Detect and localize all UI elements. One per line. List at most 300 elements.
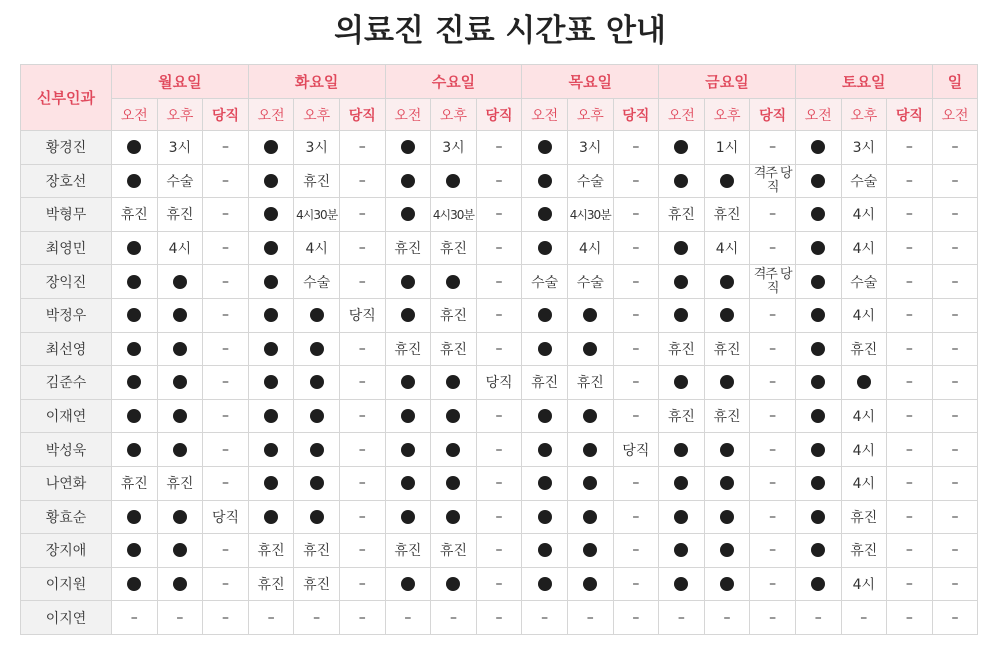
- available-dot-icon: [401, 174, 415, 188]
- schedule-cell: –: [203, 298, 249, 332]
- available-dot-icon: [538, 510, 552, 524]
- schedule-cell: [431, 567, 477, 601]
- available-dot-icon: [720, 375, 734, 389]
- schedule-cell: [112, 298, 158, 332]
- schedule-cell: [112, 500, 158, 534]
- doctor-name: 나연화: [21, 466, 112, 500]
- available-dot-icon: [583, 409, 597, 423]
- available-dot-icon: [173, 275, 187, 289]
- schedule-cell: [567, 534, 613, 568]
- doctor-name: 최선영: [21, 332, 112, 366]
- schedule-cell: 휴진: [704, 399, 750, 433]
- table-row: [21, 164, 978, 198]
- schedule-cell: 휴진: [431, 534, 477, 568]
- schedule-cell: –: [750, 366, 796, 400]
- schedule-cell: 4시: [841, 567, 887, 601]
- available-dot-icon: [674, 476, 688, 490]
- available-dot-icon: [538, 476, 552, 490]
- schedule-cell: –: [476, 131, 522, 165]
- schedule-cell: [522, 466, 568, 500]
- schedule-cell: 휴진: [841, 500, 887, 534]
- schedule-cell: –: [750, 534, 796, 568]
- schedule-cell: –: [613, 466, 659, 500]
- schedule-cell: [567, 500, 613, 534]
- schedule-cell: [704, 366, 750, 400]
- schedule-cell: [795, 399, 841, 433]
- schedule-cell: [704, 466, 750, 500]
- available-dot-icon: [310, 476, 324, 490]
- available-dot-icon: [674, 543, 688, 557]
- available-dot-icon: [538, 543, 552, 557]
- doctor-name: 이지원: [21, 567, 112, 601]
- schedule-cell: –: [932, 231, 978, 265]
- table-row: [21, 433, 978, 467]
- schedule-cell: 휴진: [248, 534, 294, 568]
- schedule-cell: [385, 366, 431, 400]
- schedule-cell: 휴진: [704, 332, 750, 366]
- session-header: 당직: [476, 99, 522, 131]
- schedule-cell: 휴진: [659, 399, 705, 433]
- available-dot-icon: [310, 443, 324, 457]
- schedule-cell: 당직: [476, 366, 522, 400]
- available-dot-icon: [720, 443, 734, 457]
- day-header: 금요일: [659, 65, 796, 99]
- schedule-cell: [294, 466, 340, 500]
- schedule-cell: –: [887, 433, 933, 467]
- schedule-cell: [522, 433, 568, 467]
- schedule-cell: –: [841, 601, 887, 635]
- schedule-cell: –: [203, 534, 249, 568]
- day-header: 일: [932, 65, 978, 99]
- available-dot-icon: [264, 275, 278, 289]
- schedule-cell: 4시: [841, 231, 887, 265]
- schedule-cell: –: [750, 332, 796, 366]
- available-dot-icon: [310, 308, 324, 322]
- session-header: 오후: [704, 99, 750, 131]
- available-dot-icon: [674, 140, 688, 154]
- schedule-cell: 휴진: [567, 366, 613, 400]
- schedule-cell: –: [750, 399, 796, 433]
- schedule-cell: [567, 298, 613, 332]
- schedule-cell: –: [203, 332, 249, 366]
- schedule-cell: [431, 433, 477, 467]
- schedule-cell: [522, 399, 568, 433]
- table-row: [21, 399, 978, 433]
- schedule-cell: –: [203, 131, 249, 165]
- schedule-cell: –: [932, 500, 978, 534]
- schedule-cell: –: [750, 433, 796, 467]
- table-row: [21, 601, 978, 635]
- table-row: [21, 534, 978, 568]
- doctor-name: 이재연: [21, 399, 112, 433]
- schedule-cell: [112, 332, 158, 366]
- available-dot-icon: [811, 207, 825, 221]
- schedule-cell: [431, 265, 477, 299]
- available-dot-icon: [310, 342, 324, 356]
- schedule-cell: [795, 534, 841, 568]
- schedule-cell: [385, 131, 431, 165]
- available-dot-icon: [674, 241, 688, 255]
- schedule-cell: –: [339, 567, 385, 601]
- schedule-cell: [795, 332, 841, 366]
- available-dot-icon: [401, 207, 415, 221]
- available-dot-icon: [720, 308, 734, 322]
- schedule-cell: –: [750, 198, 796, 232]
- schedule-cell: [157, 332, 203, 366]
- schedule-cell: –: [887, 567, 933, 601]
- doctor-name: 황경진: [21, 131, 112, 165]
- schedule-cell: –: [932, 601, 978, 635]
- schedule-cell: –: [887, 332, 933, 366]
- available-dot-icon: [538, 308, 552, 322]
- schedule-cell: [294, 500, 340, 534]
- schedule-cell: –: [613, 231, 659, 265]
- schedule-cell: [431, 500, 477, 534]
- schedule-cell: –: [339, 399, 385, 433]
- schedule-cell: –: [932, 131, 978, 165]
- schedule-cell: [112, 131, 158, 165]
- schedule-cell: –: [887, 164, 933, 198]
- session-header-row: [21, 99, 978, 131]
- available-dot-icon: [127, 275, 141, 289]
- schedule-cell: –: [476, 534, 522, 568]
- schedule-cell: 휴진: [659, 198, 705, 232]
- available-dot-icon: [674, 443, 688, 457]
- schedule-cell: [157, 433, 203, 467]
- schedule-cell: –: [613, 534, 659, 568]
- schedule-cell: [157, 534, 203, 568]
- schedule-cell: 휴진: [294, 164, 340, 198]
- schedule-cell: –: [887, 231, 933, 265]
- schedule-cell: 휴진: [294, 534, 340, 568]
- schedule-cell: 휴진: [841, 332, 887, 366]
- schedule-cell: [248, 433, 294, 467]
- day-header: 목요일: [522, 65, 659, 99]
- schedule-cell: [522, 231, 568, 265]
- table-row: [21, 466, 978, 500]
- schedule-cell: –: [339, 131, 385, 165]
- schedule-cell: 수술: [841, 265, 887, 299]
- schedule-cell: [659, 298, 705, 332]
- schedule-cell: –: [613, 567, 659, 601]
- schedule-cell: [567, 399, 613, 433]
- schedule-cell: 4시: [841, 298, 887, 332]
- schedule-cell: [112, 366, 158, 400]
- schedule-cell: –: [339, 198, 385, 232]
- schedule-cell: [248, 164, 294, 198]
- schedule-cell: [248, 198, 294, 232]
- schedule-cell: 4시: [841, 399, 887, 433]
- available-dot-icon: [401, 140, 415, 154]
- available-dot-icon: [811, 543, 825, 557]
- schedule-cell: [659, 466, 705, 500]
- schedule-cell: [659, 567, 705, 601]
- schedule-cell: [112, 534, 158, 568]
- available-dot-icon: [127, 543, 141, 557]
- available-dot-icon: [446, 375, 460, 389]
- available-dot-icon: [264, 140, 278, 154]
- schedule-cell: –: [567, 601, 613, 635]
- available-dot-icon: [127, 140, 141, 154]
- available-dot-icon: [127, 241, 141, 255]
- schedule-cell: 휴진: [385, 231, 431, 265]
- available-dot-icon: [446, 577, 460, 591]
- schedule-cell: –: [613, 399, 659, 433]
- doctor-name: 김준수: [21, 366, 112, 400]
- schedule-cell: –: [476, 399, 522, 433]
- schedule-cell: –: [887, 534, 933, 568]
- page-title: 의료진 진료 시간표 안내: [334, 13, 666, 49]
- available-dot-icon: [538, 241, 552, 255]
- schedule-cell: –: [476, 298, 522, 332]
- schedule-cell: –: [203, 198, 249, 232]
- session-header: 오전: [248, 99, 294, 131]
- schedule-cell: –: [613, 500, 659, 534]
- available-dot-icon: [446, 174, 460, 188]
- schedule-cell: [294, 298, 340, 332]
- schedule-cell: [659, 231, 705, 265]
- available-dot-icon: [446, 510, 460, 524]
- schedule-cell: –: [476, 601, 522, 635]
- available-dot-icon: [173, 577, 187, 591]
- table-row: [21, 567, 978, 601]
- session-header: 오후: [431, 99, 477, 131]
- schedule-cell: [659, 366, 705, 400]
- schedule-body: [21, 131, 978, 635]
- available-dot-icon: [538, 443, 552, 457]
- session-header: 오전: [385, 99, 431, 131]
- schedule-cell: 3시: [157, 131, 203, 165]
- schedule-cell: [294, 366, 340, 400]
- available-dot-icon: [811, 510, 825, 524]
- doctor-name: 이지연: [21, 601, 112, 635]
- department-header: 신부인과: [21, 65, 112, 131]
- schedule-cell: –: [750, 131, 796, 165]
- schedule-cell: –: [613, 131, 659, 165]
- schedule-cell: –: [704, 601, 750, 635]
- schedule-cell: –: [887, 265, 933, 299]
- schedule-cell: [522, 198, 568, 232]
- available-dot-icon: [401, 308, 415, 322]
- doctor-name: 박정우: [21, 298, 112, 332]
- schedule-cell: –: [203, 164, 249, 198]
- table-row: [21, 366, 978, 400]
- schedule-cell: [385, 399, 431, 433]
- schedule-cell: –: [659, 601, 705, 635]
- schedule-cell: [248, 298, 294, 332]
- available-dot-icon: [264, 443, 278, 457]
- schedule-cell: [112, 399, 158, 433]
- available-dot-icon: [674, 375, 688, 389]
- schedule-cell: –: [476, 433, 522, 467]
- available-dot-icon: [583, 543, 597, 557]
- doctor-name: 황효순: [21, 500, 112, 534]
- available-dot-icon: [127, 409, 141, 423]
- available-dot-icon: [538, 342, 552, 356]
- table-row: [21, 231, 978, 265]
- session-header: 오후: [841, 99, 887, 131]
- schedule-cell: [567, 466, 613, 500]
- day-header: 화요일: [248, 65, 385, 99]
- available-dot-icon: [446, 443, 460, 457]
- available-dot-icon: [538, 174, 552, 188]
- schedule-cell: 휴진: [431, 298, 477, 332]
- schedule-cell: –: [613, 298, 659, 332]
- schedule-cell: –: [476, 567, 522, 601]
- available-dot-icon: [173, 375, 187, 389]
- available-dot-icon: [264, 207, 278, 221]
- schedule-cell: –: [431, 601, 477, 635]
- schedule-cell: –: [932, 466, 978, 500]
- schedule-cell: 4시: [294, 231, 340, 265]
- schedule-cell: [567, 433, 613, 467]
- schedule-cell: –: [887, 131, 933, 165]
- available-dot-icon: [674, 308, 688, 322]
- schedule-cell: [704, 298, 750, 332]
- available-dot-icon: [674, 174, 688, 188]
- available-dot-icon: [173, 308, 187, 322]
- schedule-cell: 휴진: [157, 198, 203, 232]
- schedule-cell: [157, 298, 203, 332]
- schedule-cell: 휴진: [385, 534, 431, 568]
- schedule-cell: 4시: [157, 231, 203, 265]
- schedule-cell: [112, 231, 158, 265]
- schedule-cell: [248, 265, 294, 299]
- schedule-cell: –: [203, 366, 249, 400]
- schedule-cell: [704, 433, 750, 467]
- available-dot-icon: [811, 375, 825, 389]
- schedule-cell: 격주 당직: [750, 265, 796, 299]
- available-dot-icon: [446, 275, 460, 289]
- session-header: 오전: [932, 99, 978, 131]
- available-dot-icon: [811, 476, 825, 490]
- available-dot-icon: [583, 476, 597, 490]
- schedule-cell: 수술: [522, 265, 568, 299]
- available-dot-icon: [264, 174, 278, 188]
- schedule-cell: –: [613, 366, 659, 400]
- schedule-cell: [385, 433, 431, 467]
- available-dot-icon: [310, 375, 324, 389]
- schedule-cell: [385, 500, 431, 534]
- schedule-cell: 3시: [567, 131, 613, 165]
- schedule-cell: [795, 265, 841, 299]
- schedule-cell: [795, 567, 841, 601]
- available-dot-icon: [401, 375, 415, 389]
- available-dot-icon: [583, 443, 597, 457]
- available-dot-icon: [811, 241, 825, 255]
- schedule-cell: [522, 567, 568, 601]
- schedule-cell: [795, 231, 841, 265]
- schedule-cell: [704, 265, 750, 299]
- schedule-cell: –: [112, 601, 158, 635]
- schedule-cell: 휴진: [659, 332, 705, 366]
- schedule-table: [20, 64, 978, 635]
- schedule-cell: –: [932, 433, 978, 467]
- schedule-cell: –: [613, 198, 659, 232]
- schedule-cell: –: [476, 332, 522, 366]
- schedule-cell: [112, 567, 158, 601]
- schedule-cell: 4시30분: [294, 198, 340, 232]
- available-dot-icon: [401, 476, 415, 490]
- schedule-cell: –: [750, 500, 796, 534]
- schedule-cell: [157, 399, 203, 433]
- available-dot-icon: [538, 577, 552, 591]
- schedule-cell: [704, 500, 750, 534]
- schedule-cell: [795, 466, 841, 500]
- available-dot-icon: [264, 409, 278, 423]
- session-header: 당직: [613, 99, 659, 131]
- schedule-cell: 당직: [203, 500, 249, 534]
- day-header-row: [21, 65, 978, 99]
- schedule-cell: [659, 131, 705, 165]
- schedule-cell: 당직: [613, 433, 659, 467]
- schedule-cell: 휴진: [522, 366, 568, 400]
- available-dot-icon: [173, 510, 187, 524]
- schedule-cell: [795, 198, 841, 232]
- available-dot-icon: [811, 275, 825, 289]
- schedule-cell: –: [339, 466, 385, 500]
- available-dot-icon: [264, 510, 278, 524]
- schedule-cell: –: [613, 601, 659, 635]
- available-dot-icon: [720, 275, 734, 289]
- available-dot-icon: [127, 308, 141, 322]
- schedule-cell: [522, 298, 568, 332]
- available-dot-icon: [583, 308, 597, 322]
- available-dot-icon: [720, 510, 734, 524]
- table-row: [21, 500, 978, 534]
- schedule-cell: [385, 298, 431, 332]
- table-row: [21, 198, 978, 232]
- available-dot-icon: [538, 207, 552, 221]
- available-dot-icon: [811, 577, 825, 591]
- session-header: 오전: [795, 99, 841, 131]
- available-dot-icon: [720, 174, 734, 188]
- schedule-cell: –: [932, 534, 978, 568]
- schedule-cell: –: [476, 265, 522, 299]
- schedule-cell: –: [203, 601, 249, 635]
- schedule-cell: [659, 534, 705, 568]
- schedule-cell: [795, 131, 841, 165]
- schedule-cell: –: [339, 164, 385, 198]
- schedule-cell: 4시: [704, 231, 750, 265]
- schedule-cell: [659, 265, 705, 299]
- schedule-cell: [294, 332, 340, 366]
- schedule-cell: 휴진: [294, 567, 340, 601]
- schedule-cell: [659, 500, 705, 534]
- schedule-cell: [522, 332, 568, 366]
- table-row: [21, 332, 978, 366]
- schedule-cell: [704, 567, 750, 601]
- session-header: 오전: [522, 99, 568, 131]
- available-dot-icon: [173, 409, 187, 423]
- schedule-cell: –: [613, 265, 659, 299]
- available-dot-icon: [264, 308, 278, 322]
- schedule-cell: [522, 131, 568, 165]
- available-dot-icon: [583, 577, 597, 591]
- available-dot-icon: [310, 510, 324, 524]
- available-dot-icon: [173, 543, 187, 557]
- schedule-cell: –: [887, 466, 933, 500]
- schedule-cell: [522, 164, 568, 198]
- session-header: 오후: [157, 99, 203, 131]
- schedule-cell: [385, 265, 431, 299]
- available-dot-icon: [127, 342, 141, 356]
- schedule-cell: –: [385, 601, 431, 635]
- schedule-cell: 수술: [567, 164, 613, 198]
- schedule-cell: –: [887, 198, 933, 232]
- schedule-cell: –: [339, 231, 385, 265]
- schedule-cell: 1시: [704, 131, 750, 165]
